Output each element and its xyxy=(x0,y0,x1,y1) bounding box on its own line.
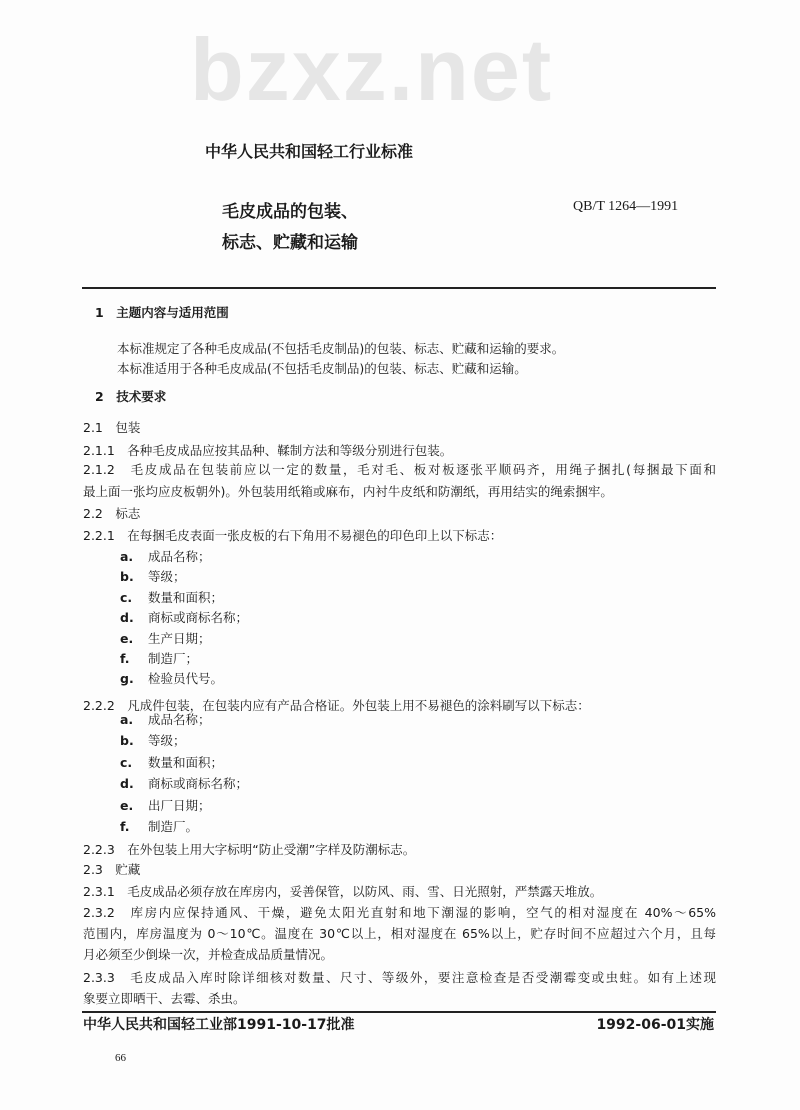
list-item: 成品名称； xyxy=(148,549,211,564)
list-item: 制造厂。 xyxy=(148,819,199,834)
list-marker: e. xyxy=(120,630,134,646)
clause: 2.1.1 各种毛皮成品应按其品种、鞣制方法和等级分别进行包装。 xyxy=(83,443,453,458)
clause: 2.2 标志 xyxy=(83,506,141,521)
clause: 2.2.2 凡成件包装，在包装内应有产品合格证。外包装上用不易褪色的涂料刷写以下标志： xyxy=(83,698,590,713)
clause: 2.3.3 毛皮成品入库时除详细核对数量、尺寸、等级外，要注意检查是否受潮霉变或虫蛀。如有上述现 xyxy=(83,970,716,985)
page-number: 66 xyxy=(115,1052,126,1064)
clause: 2.3.2 库房内应保持通风、干燥，避免太阳光直射和地下潮湿的影响，空气的相对湿度在 40%～65% xyxy=(83,905,716,920)
list-item: 成品名称； xyxy=(148,712,211,727)
list-item: 制造厂； xyxy=(148,651,199,666)
list-item: 数量和面积； xyxy=(148,754,224,770)
clause: 2.3.1 毛皮成品必须存放在库房内，妥善保管，以防风、雨、雪、日光照射，严禁露天堆放。 xyxy=(83,884,603,899)
list-item: 等级； xyxy=(148,733,186,749)
list-marker: g. xyxy=(120,671,134,687)
list-item: 检验员代号。 xyxy=(148,671,224,687)
list-marker: d. xyxy=(120,776,134,792)
paragraph: 本标准适用于各种毛皮成品(不包括毛皮制品)的包装、标志、贮藏和运输。 xyxy=(117,361,527,376)
section-1-heading: 1 主题内容与适用范围 xyxy=(95,305,229,320)
list-item: 数量和面积； xyxy=(148,589,224,605)
list-marker: e. xyxy=(120,797,134,813)
list-marker: b. xyxy=(120,733,134,749)
list-marker: a. xyxy=(120,549,134,564)
clause: 2.3 贮藏 xyxy=(83,862,141,877)
approval-line: 中华人民共和国轻工业部1991-10-17批准 xyxy=(83,1017,355,1033)
list-marker: c. xyxy=(120,589,133,605)
list-item: 出厂日期； xyxy=(148,797,211,813)
header-rule xyxy=(82,287,716,289)
footer-rule xyxy=(82,1011,716,1013)
list-marker: c. xyxy=(120,754,133,770)
list-marker: b. xyxy=(120,569,134,585)
list-marker: a. xyxy=(120,712,134,727)
list-item: 生产日期； xyxy=(148,630,211,646)
clause: 2.2.1 在每捆毛皮表面一张皮板的右下角用不易褪色的印色印上以下标志： xyxy=(83,528,503,543)
paragraph: 本标准规定了各种毛皮成品(不包括毛皮制品)的包装、标志、贮藏和运输的要求。 xyxy=(117,341,565,356)
list-item: 等级； xyxy=(148,569,186,585)
clause-cont: 象要立即晒干、去霉、杀虫。 xyxy=(83,991,246,1006)
clause: 2.1 包装 xyxy=(83,420,141,435)
list-item: 商标或商标名称； xyxy=(148,610,249,626)
effective-date: 1992-06-01实施 xyxy=(596,1017,714,1033)
watermark: bzxz.net xyxy=(190,20,554,119)
list-marker: d. xyxy=(120,610,134,626)
section-2-heading: 2 技术要求 xyxy=(95,389,167,404)
clause-cont: 最上面一张均应皮板朝外)。外包装用纸箱或麻布，内衬牛皮纸和防潮纸，再用结实的绳索捆牢。 xyxy=(83,484,613,499)
clause-cont: 月必须至少倒垛一次，并检查成品质量情况。 xyxy=(83,947,334,962)
list-marker: f. xyxy=(120,651,130,666)
clause-cont: 范围内，库房温度为 0～10℃。温度在 30℃以上，相对湿度在 65%以上，贮存时间不应超过六个月，且每 xyxy=(83,926,716,941)
clause: 2.1.2 毛皮成品在包装前应以一定的数量，毛对毛、板对板逐张平顺码齐，用绳子捆扎(每捆最下面和 xyxy=(83,462,716,477)
list-marker: f. xyxy=(120,819,130,834)
title-line-1: 毛皮成品的包装、 xyxy=(222,202,358,222)
list-item: 商标或商标名称； xyxy=(148,776,249,792)
issuing-org: 中华人民共和国轻工行业标准 xyxy=(205,142,414,161)
clause: 2.2.3 在外包装上用大字标明“防止受潮”字样及防潮标志。 xyxy=(83,842,416,857)
title-line-2: 标志、贮藏和运输 xyxy=(222,233,358,253)
standard-code: QB/T 1264—1991 xyxy=(573,199,679,214)
